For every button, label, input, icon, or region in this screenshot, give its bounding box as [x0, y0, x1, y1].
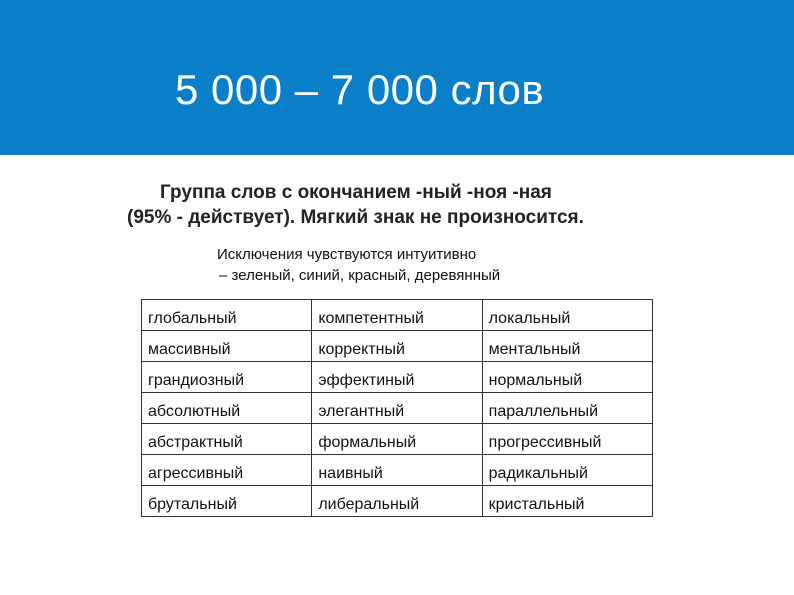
- table-cell: локальный: [482, 300, 652, 331]
- table-cell: нормальный: [482, 362, 652, 393]
- table-cell: эффектиный: [312, 362, 482, 393]
- slide-title: 5 000 – 7 000 слов: [175, 66, 545, 113]
- table-cell: параллельный: [482, 393, 652, 424]
- words-table: [141, 299, 653, 517]
- exceptions-note: [0, 244, 794, 286]
- table-cell: агрессивный: [142, 455, 312, 486]
- table-cell: абсолютный: [142, 393, 312, 424]
- table-cell: массивный: [142, 331, 312, 362]
- table-cell: компетентный: [312, 300, 482, 331]
- table-cell: кристальный: [482, 486, 652, 517]
- table-cell: наивный: [312, 455, 482, 486]
- header-band: [0, 0, 794, 155]
- description-line-1: Группа слов с окончанием -ный -ноя -ная: [160, 182, 552, 203]
- table-cell: грандиозный: [142, 362, 312, 393]
- exceptions-line-2: – зеленый, синий, красный, деревянный: [219, 267, 501, 284]
- table-cell: абстрактный: [142, 424, 312, 455]
- table-cell: корректный: [312, 331, 482, 362]
- table-cell: глобальный: [142, 300, 312, 331]
- table-cell: формальный: [312, 424, 482, 455]
- description-line-2: (95% - действует). Мягкий знак не произносится.: [127, 207, 584, 228]
- table-row: [142, 331, 653, 362]
- table-cell: брутальный: [142, 486, 312, 517]
- table-row: [142, 424, 653, 455]
- exceptions-line-1: Исключения чувствуются интуитивно: [217, 246, 477, 263]
- table-cell: радикальный: [482, 455, 652, 486]
- table-cell: либеральный: [312, 486, 482, 517]
- description: [0, 180, 794, 230]
- table-row: [142, 486, 653, 517]
- table-row: [142, 362, 653, 393]
- table-cell: элегантный: [312, 393, 482, 424]
- table-cell: прогрессивный: [482, 424, 652, 455]
- table-row: [142, 300, 653, 331]
- table-cell: ментальный: [482, 331, 652, 362]
- table-row: [142, 455, 653, 486]
- table-row: [142, 393, 653, 424]
